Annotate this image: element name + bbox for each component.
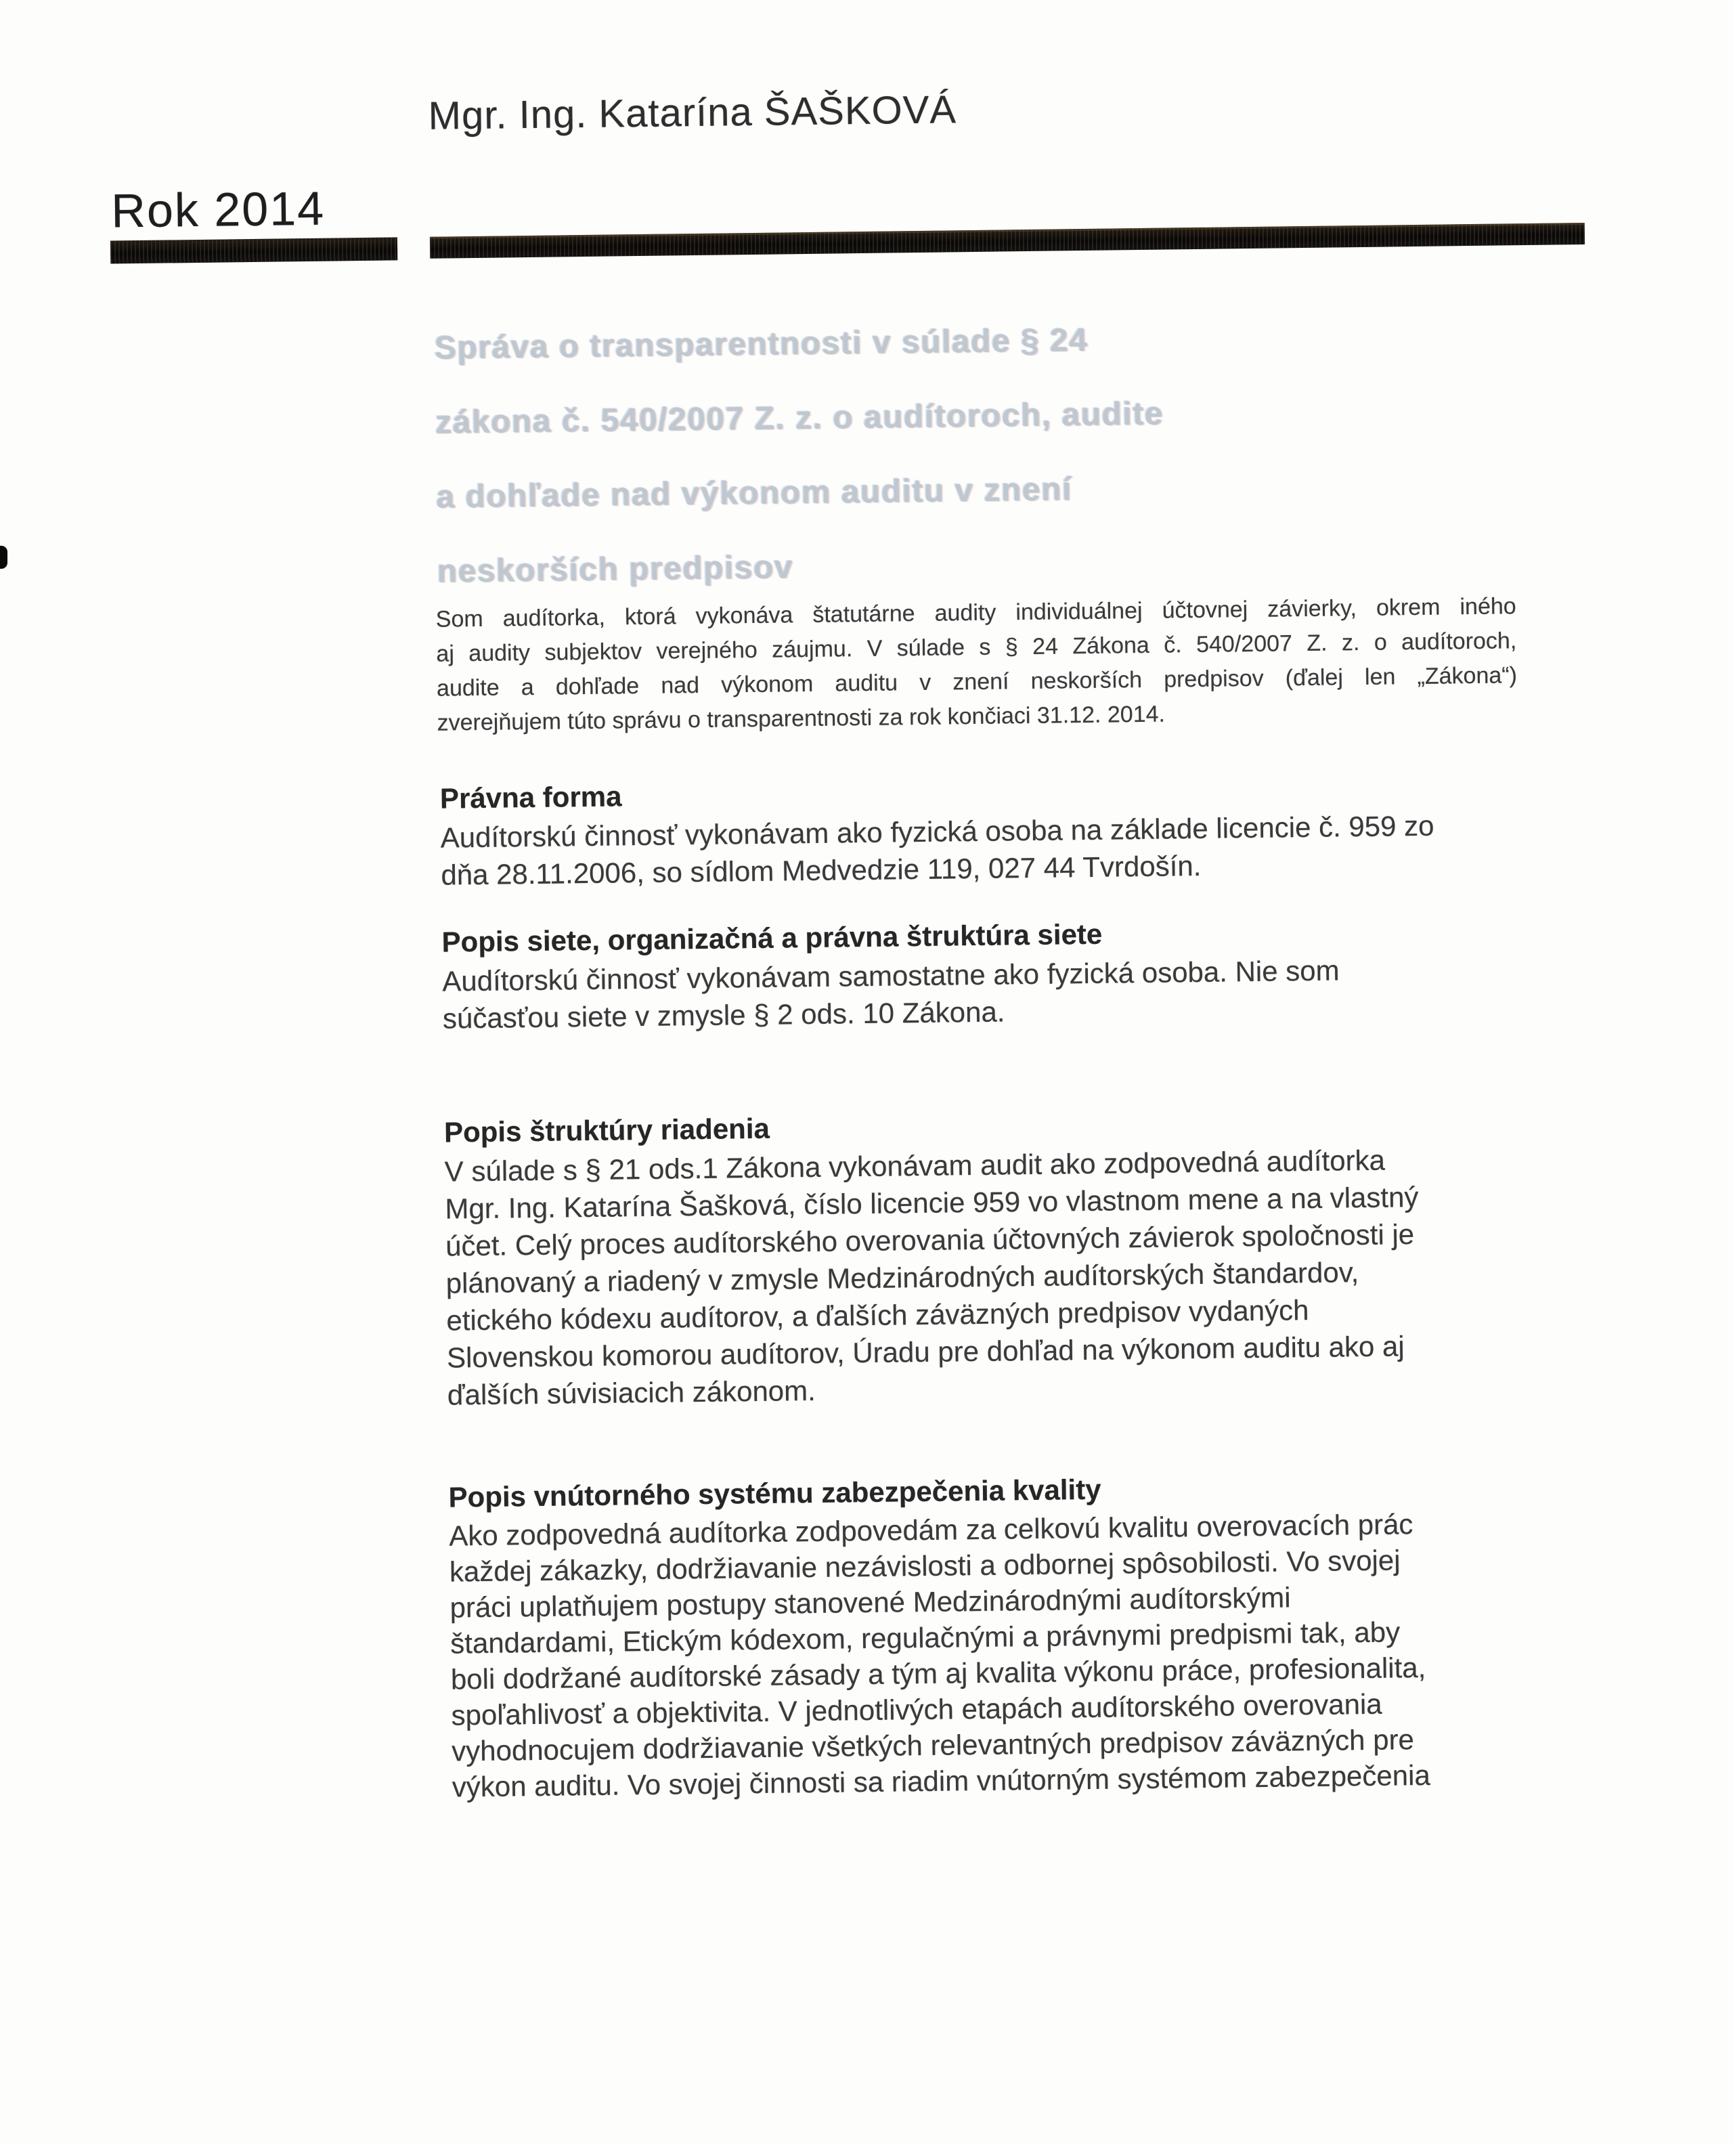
section-heading: Popis vnútorného systému zabezpečenia kvality [448,1473,1101,1513]
section-popis-vnutorneho-systemu [448,1468,1562,1805]
section-popis-struktury-riadenia [444,1103,1558,1414]
intro-paragraph [435,589,1517,740]
section-body: V súlade s § 21 ods.1 Zákona vykonávam audit ako zodpovedná audítorka Mgr. Ing. Katarína Šašková, číslo licencie 959 vo vlastnom mene a na vlastný účet. Celý proces audítorského overovania účtovných závierok spoločnosti je plánovaný a riadený v zmysle Medzinárodných audítorských štandardov, etického kódexu audítorov, a ďalších záväzných predpisov vydaných Slovenskou komorou audítorov, Úradu pre dohľad na výkonom auditu ako aj ďalších súvisiacich zákonom. [444,1144,1419,1411]
document-title-line: Správa o transparentnosti v súlade § 24 [434,322,1089,366]
section-body: Ako zodpovedná audítorka zodpovedám za celkovú kvalitu overovacích prác každej zákazky, dodržiavanie nezávislosti a odbornej spôsobilosti. Vo svojej práci uplatňujem postupy stanovené Medzinárodnými audítorskými štandardami, Etickým kódexom, regulačnými a právnymi predpismi tak, aby boli dodržané audítorské zásady a tým aj kvalita výkonu práce, profesionalita, spoľahlivosť a objektivita. V jednotlivých etapách audítorského overovania vyhodnocujem dodržiavanie všetkých relevantných predpisov záväzných pre výkon auditu. Vo svojej činnosti sa riadim vnútorným systémom zabezpečenia [449,1508,1431,1803]
section-heading: Popis siete, organizačná a právna štruktúra siete [441,918,1103,958]
section-heading: Právna forma [439,780,622,815]
scan-artifact [0,546,7,569]
section-heading: Popis štruktúry riadenia [443,1112,770,1148]
intro-line: aj audity subjektov verejného záujmu. V súlade s § 24 Zákona č. 540/2007 Z. z. o audítoroch, [436,628,1517,667]
section-body: Audítorskú činnosť vykonávam ako fyzická osoba na základe licencie č. 959 zo dňa 28.11.2006, so sídlom Medvedzie 119, 027 44 Tvrdošín. [440,809,1434,891]
section-pravna-forma [440,769,1552,894]
section-body: Audítorskú činnosť vykonávam samostatne ako fyzická osoba. Nie som súčasťou siete v zmysle § 2 ods. 10 Zákona. [442,954,1340,1035]
divider-band-right [430,223,1585,259]
section-popis-siete [441,913,1553,1037]
intro-line: audite a dohľade nad výkonom auditu v znení neskorších predpisov (ďalej len „Zákona“) [436,662,1518,702]
document-title-line: zákona č. 540/2007 Z. z. o audítoroch, audite [435,395,1164,441]
document-title-line: a dohľade nad výkonom auditu v znení [436,471,1073,515]
intro-line: zverejňujem túto správu o transparentnosti za rok končiaci 31.12. 2014. [437,701,1166,736]
document-title-line: neskorších predpisov [437,549,794,590]
author-name: Mgr. Ing. Katarína ŠAŠKOVÁ [428,87,957,138]
divider-band-left [110,237,397,263]
intro-line: Som audítorka, ktorá vykonáva štatutárne audity individuálnej účtovnej závierky, okrem iného [435,593,1516,632]
document-title [434,303,1166,609]
year-label: Rok 2014 [110,181,326,238]
